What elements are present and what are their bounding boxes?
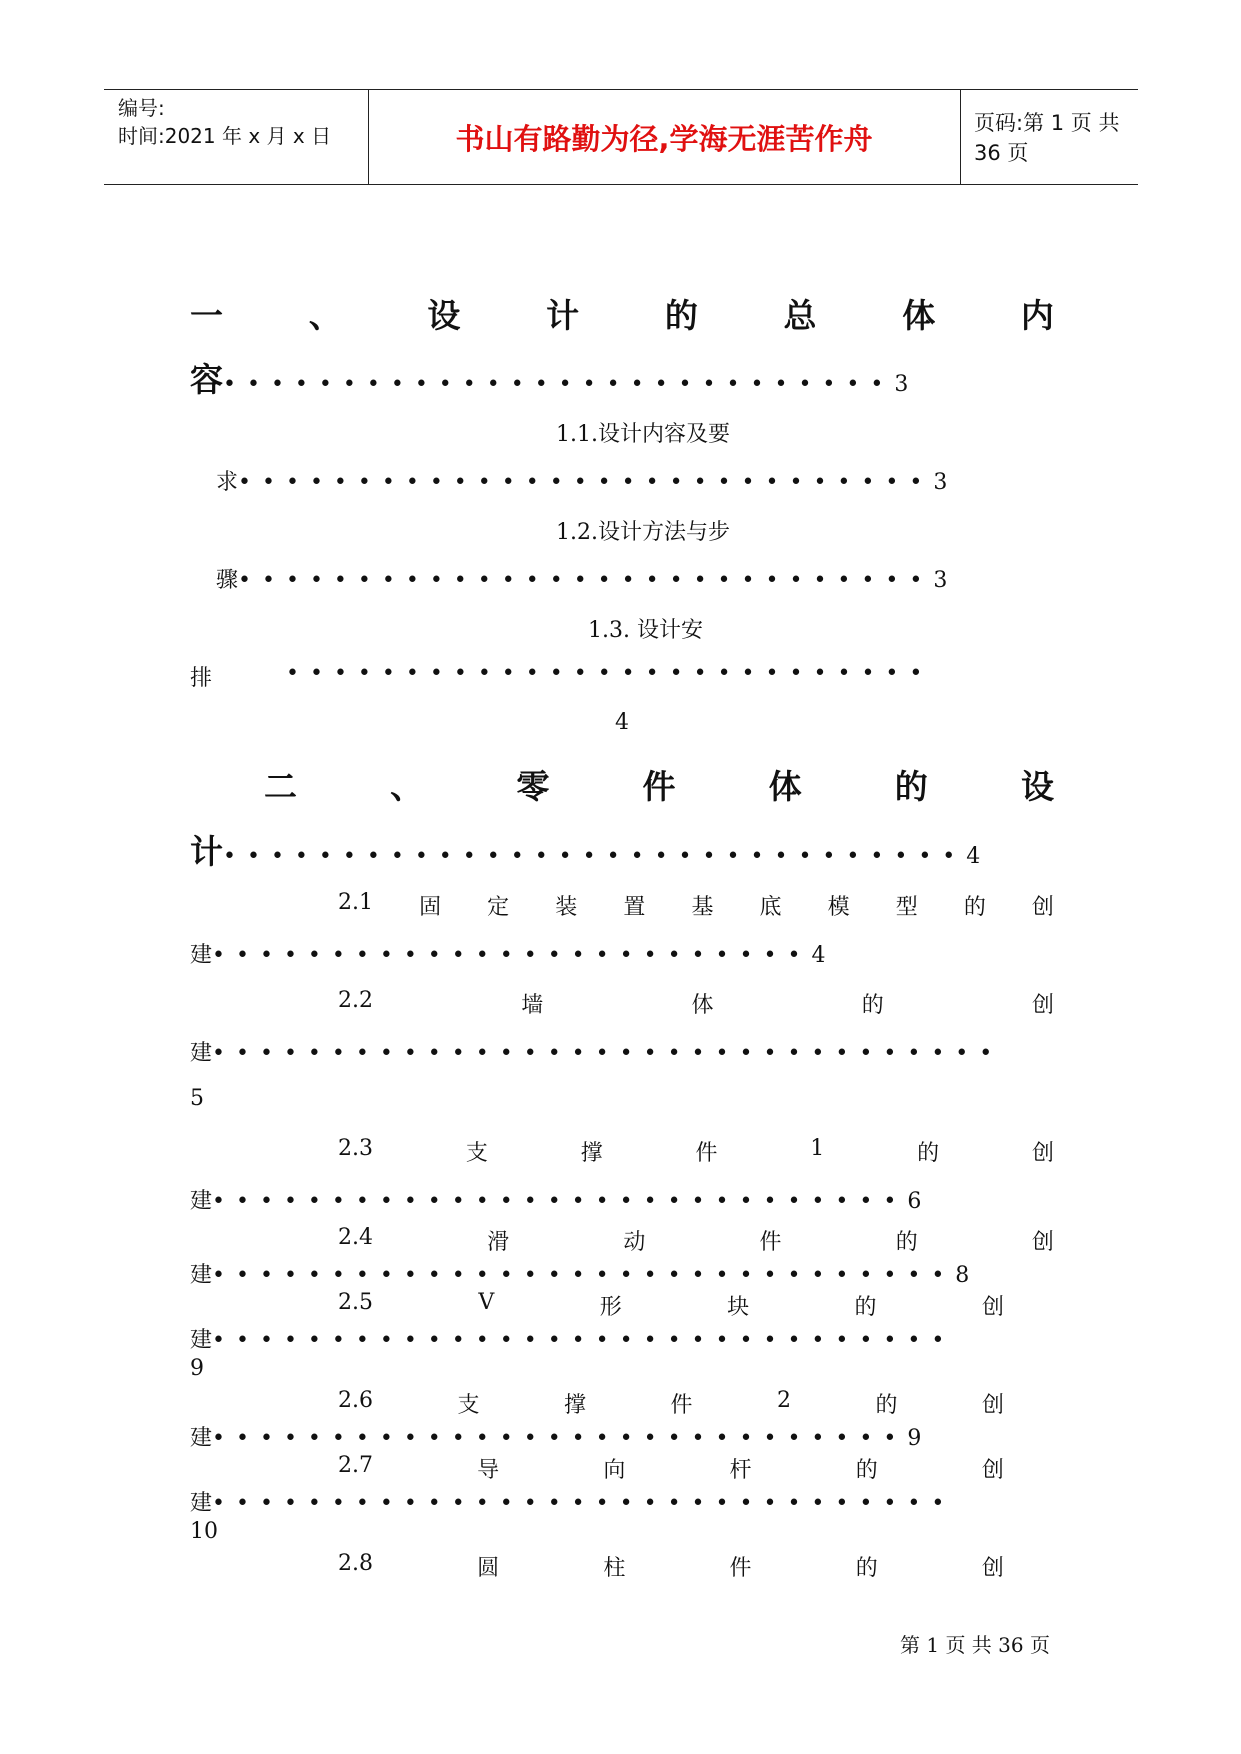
heading-char: 计 <box>546 296 580 335</box>
page-number: 4 <box>615 710 629 735</box>
toc-item-2-4-title[interactable]: 2.4 滑 动 件 的 创 <box>338 1225 1054 1255</box>
toc-item-2-4-leader[interactable]: 建•••••••••••••••••••••••••••••••8 <box>190 1263 970 1288</box>
item-tail: 建 <box>190 1426 213 1451</box>
item-tail: 求 <box>216 470 239 495</box>
toc-item-2-5-leader[interactable]: 建••••••••••••••••••••••••••••••• <box>190 1328 956 1353</box>
heading-tail: 容 <box>190 360 223 399</box>
divider <box>960 90 961 184</box>
page-number: 6 <box>907 1189 922 1214</box>
page-number: 9 <box>907 1426 922 1451</box>
toc-item-2-5-title[interactable]: 2.5 V 形 块 的 创 <box>338 1290 1004 1320</box>
toc-item-1-1-title[interactable]: 1.1.设计内容及要 <box>556 422 730 447</box>
heading-char: 一 <box>190 296 223 335</box>
toc-section-1-heading[interactable] <box>190 290 1054 337</box>
heading-char: 件 <box>642 767 676 806</box>
toc-item-2-7-leader[interactable]: 建••••••••••••••••••••••••••••••• <box>190 1491 956 1516</box>
item-tail: 建 <box>190 1328 213 1353</box>
heading-char: 设 <box>1020 767 1054 806</box>
number-label: 编号: <box>118 96 165 120</box>
heading-char: 体 <box>902 296 936 335</box>
header-table <box>104 89 1138 185</box>
toc-item-1-3-leader[interactable] <box>190 661 212 692</box>
item-tail: 建 <box>190 943 213 968</box>
toc-item-2-7-title[interactable]: 2.7 导 向 杆 的 创 <box>338 1453 1004 1483</box>
toc-item-2-2-leader[interactable]: 建••••••••••••••••••••••••••••••••• <box>190 1041 1004 1066</box>
item-tail: 建 <box>190 1041 213 1066</box>
toc-section-1-leader[interactable]: 容••••••••••••••••••••••••••••3 <box>190 360 909 399</box>
heading-tail: 计 <box>190 832 223 871</box>
page-number: 9 <box>190 1356 204 1381</box>
heading-char: 、 <box>390 767 424 806</box>
page-number: 5 <box>190 1086 204 1111</box>
heading-char: 、 <box>308 296 342 335</box>
heading-char: 设 <box>427 296 461 335</box>
toc-item-2-2-title[interactable]: 2.2 墙 体 的 创 <box>338 988 1054 1018</box>
toc-item-2-1-leader[interactable]: 建•••••••••••••••••••••••••4 <box>190 943 826 968</box>
toc-item-2-3-title[interactable]: 2.3 支 撑 件 1 的 创 <box>338 1136 1054 1166</box>
heading-char: 内 <box>1020 296 1054 335</box>
page-footer: 第 1 页 共 36 页 <box>900 1633 1050 1657</box>
page-info: 页码:第 1 页 共 36 页 <box>974 111 1120 165</box>
toc-item-2-1-title[interactable]: 2.1 固 定 装 置 基 底 模 型 的 创 <box>338 890 1054 920</box>
heading-char: 的 <box>894 767 928 806</box>
toc-item-2-3-leader[interactable]: 建•••••••••••••••••••••••••••••6 <box>190 1189 922 1214</box>
page-number: 3 <box>894 372 909 397</box>
item-tail: 建 <box>190 1491 213 1516</box>
leader-dots: ••••••••••••••••••••••••••• <box>286 661 934 686</box>
toc-item-1-2-title[interactable]: 1.2.设计方法与步 <box>556 520 730 545</box>
time-label: 时间:2021 年 x 月 x 日 <box>118 124 332 148</box>
toc-item-1-2-leader[interactable]: 骤•••••••••••••••••••••••••••••3 <box>216 568 948 593</box>
page-number: 8 <box>955 1263 970 1288</box>
header-meta <box>118 94 366 150</box>
heading-char: 零 <box>516 767 550 806</box>
item-tail: 骤 <box>216 568 239 593</box>
toc-item-1-1-leader[interactable]: 求•••••••••••••••••••••••••••••3 <box>216 470 948 495</box>
page-number: 3 <box>933 568 948 593</box>
motto: 书山有路勤为径,学海无涯苦作舟 <box>455 121 873 156</box>
toc-section-2-leader[interactable]: 计•••••••••••••••••••••••••••••••4 <box>190 832 981 871</box>
item-tail: 建 <box>190 1263 213 1288</box>
heading-char: 体 <box>768 767 802 806</box>
toc-section-2-heading[interactable] <box>264 761 1054 808</box>
toc-item-2-6-title[interactable]: 2.6 支 撑 件 2 的 创 <box>338 1388 1004 1418</box>
item-tail: 建 <box>190 1189 213 1214</box>
page-number: 4 <box>811 943 826 968</box>
toc-item-2-8-title[interactable]: 2.8 圆 柱 件 的 创 <box>338 1551 1004 1581</box>
page-number: 3 <box>933 470 948 495</box>
page-number: 4 <box>966 844 981 869</box>
page-number: 10 <box>190 1519 218 1544</box>
heading-char: 总 <box>783 296 817 335</box>
heading-char: 的 <box>664 296 698 335</box>
heading-char: 二 <box>264 767 297 806</box>
item-tail: 排 <box>190 666 213 691</box>
toc-item-1-3-title[interactable]: 1.3. 设计安 <box>588 618 703 643</box>
toc-item-2-6-leader[interactable]: 建•••••••••••••••••••••••••••••9 <box>190 1426 922 1451</box>
